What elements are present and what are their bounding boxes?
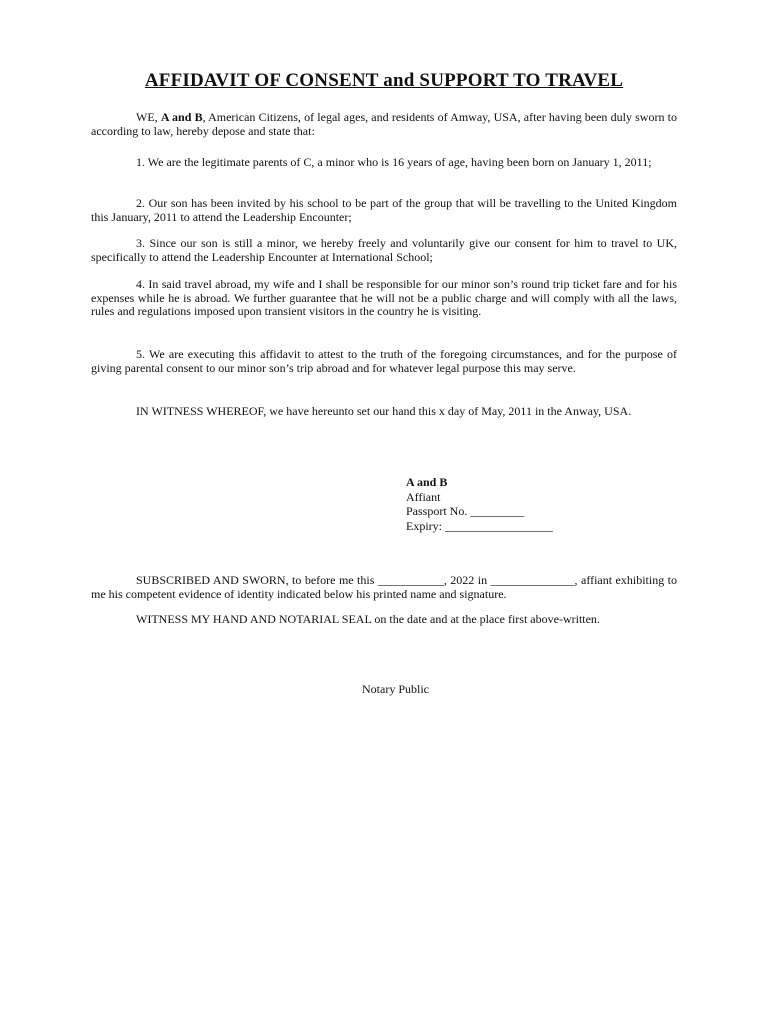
expiry-line: Expiry: __________________ (406, 518, 553, 533)
witness-paragraph: IN WITNESS WHEREOF, we have hereunto set our hand this x day of May, 2011 in the Anway, USA. (136, 404, 632, 418)
parent-names: A and B (160, 110, 203, 124)
intro-prefix: WE, (136, 110, 161, 124)
notarial-paragraph: WITNESS MY HAND AND NOTARIAL SEAL on the date and at the place first above-written. (136, 612, 600, 626)
document-title: AFFIDAVIT OF CONSENT and SUPPORT TO TRAVEL (144, 70, 624, 91)
intro-text: , American Citizens, of legal ages, and residents of Amway, USA, after having been duly sworn to according to law, hereby depose and state that: (91, 110, 677, 138)
affiant-name: A and B (406, 475, 448, 489)
clause-3: 3. Since our son is still a minor, we hereby freely and voluntarily give our consent for him to travel to UK, specifically to attend the Leadership Encounter at International School; (91, 236, 677, 264)
clause-2: 2. Our son has been invited by his school to be part of the group that will be travelling to the United Kingdom this January, 2011 to attend the Leadership Encounter; (91, 196, 677, 224)
clause-4: 4. In said travel abroad, my wife and I shall be responsible for our minor son’s round trip ticket fare and for his expenses while he is abroad. We further guarantee that he will not be a public charge and will comply with all the laws, rules and regulations imposed upon transient visitors in the country he is visiting. (91, 277, 677, 319)
notary-public-label: Notary Public (362, 682, 429, 696)
affiant-role: Affiant (406, 489, 441, 504)
clause-5: 5. We are executing this affidavit to attest to the truth of the foregoing circumstances, and for the purpose of giving parental consent to our minor son’s trip abroad and for whatever legal purpose this may serve. (91, 347, 677, 375)
subscribed-paragraph: SUBSCRIBED AND SWORN, to before me this ___________, 2022 in ______________, affiant exhibiting to me his competent evidence of identity indicated below his printed name and signature. (91, 573, 677, 601)
clause-1: 1. We are the legitimate parents of C, a minor who is 16 years of age, having been born on January 1, 2011; (136, 155, 652, 169)
passport-line: Passport No. _________ (406, 504, 525, 518)
signature-block (406, 475, 553, 533)
intro-paragraph (91, 111, 677, 138)
